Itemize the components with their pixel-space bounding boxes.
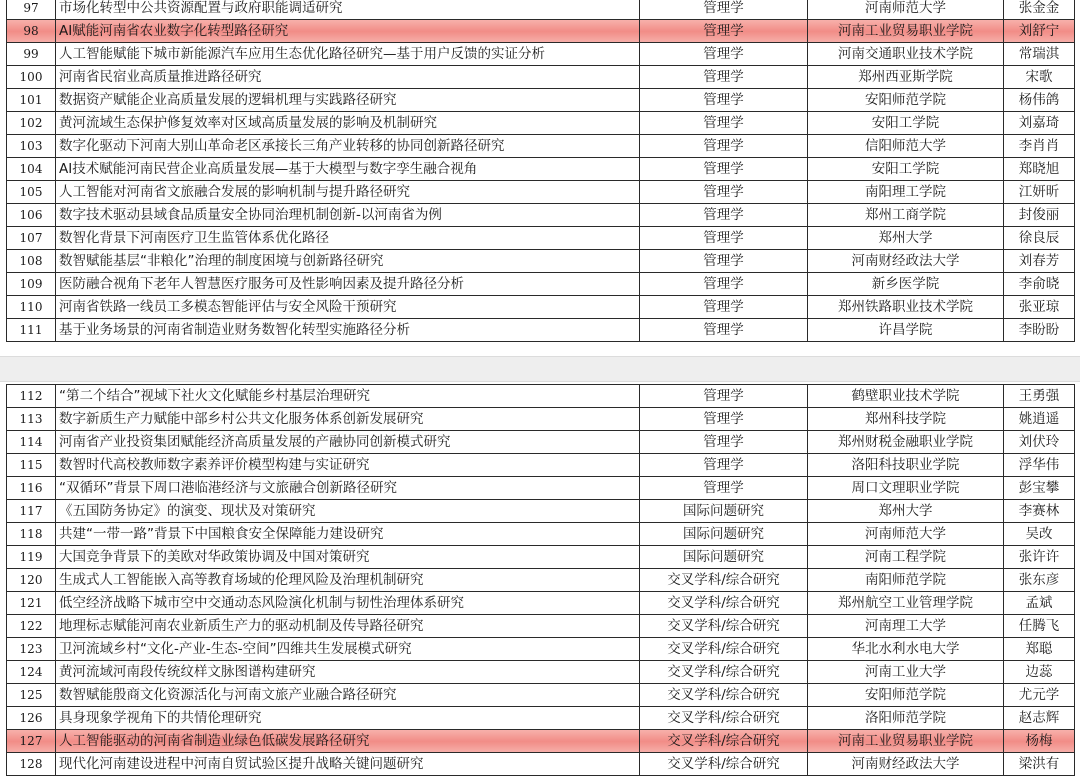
row-number: 104 <box>7 158 56 181</box>
table-row <box>7 707 1075 730</box>
institution-name: 安阳师范学院 <box>808 684 1004 707</box>
row-number: 122 <box>7 615 56 638</box>
applicant-name: 边蕊 <box>1004 661 1075 684</box>
row-number: 98 <box>7 20 56 43</box>
institution-name: 河南财经政法大学 <box>808 753 1004 776</box>
institution-name: 河南师范大学 <box>808 0 1004 20</box>
applicant-name: 张东彦 <box>1004 569 1075 592</box>
project-title: 数智赋能基层“非粮化”治理的制度困境与创新路径研究 <box>56 250 640 273</box>
project-title: 数智化背景下河南医疗卫生监管体系优化路径 <box>56 227 640 250</box>
row-number: 114 <box>7 431 56 454</box>
project-title: 数字新质生产力赋能中部乡村公共文化服务体系创新发展研究 <box>56 408 640 431</box>
subject-category: 管理学 <box>640 43 808 66</box>
table-row <box>7 477 1075 500</box>
row-number: 112 <box>7 385 56 408</box>
table-row <box>7 158 1075 181</box>
institution-name: 安阳师范学院 <box>808 89 1004 112</box>
project-title: 人工智能对河南省文旅融合发展的影响机制与提升路径研究 <box>56 181 640 204</box>
applicant-name: 李肖肖 <box>1004 135 1075 158</box>
subject-category: 管理学 <box>640 250 808 273</box>
project-title: 《五国防务协定》的演变、现状及对策研究 <box>56 500 640 523</box>
row-number: 99 <box>7 43 56 66</box>
project-title: 人工智能驱动的河南省制造业绿色低碳发展路径研究 <box>56 730 640 753</box>
subject-category: 国际问题研究 <box>640 523 808 546</box>
project-table-bottom <box>6 384 1075 776</box>
applicant-name: 常瑞淇 <box>1004 43 1075 66</box>
project-title: 基于业务场景的河南省制造业财务数智化转型实施路径分析 <box>56 319 640 342</box>
row-number: 97 <box>7 0 56 20</box>
subject-category: 管理学 <box>640 319 808 342</box>
row-number: 105 <box>7 181 56 204</box>
table-row <box>7 296 1075 319</box>
row-number: 101 <box>7 89 56 112</box>
project-title: 大国竞争背景下的美欧对华政策协调及中国对策研究 <box>56 546 640 569</box>
table-row <box>7 112 1075 135</box>
table-row <box>7 431 1075 454</box>
project-title: 现代化河南建设进程中河南自贸试验区提升战略关键问题研究 <box>56 753 640 776</box>
applicant-name: 封俊丽 <box>1004 204 1075 227</box>
subject-category: 管理学 <box>640 296 808 319</box>
applicant-name: 杨梅 <box>1004 730 1075 753</box>
project-title: 地理标志赋能河南农业新质生产力的驱动机制及传导路径研究 <box>56 615 640 638</box>
applicant-name: 江妍昕 <box>1004 181 1075 204</box>
row-number: 126 <box>7 707 56 730</box>
institution-name: 郑州科技学院 <box>808 408 1004 431</box>
subject-category: 管理学 <box>640 227 808 250</box>
subject-category: 管理学 <box>640 431 808 454</box>
subject-category: 国际问题研究 <box>640 500 808 523</box>
institution-name: 周口文理职业学院 <box>808 477 1004 500</box>
row-number: 109 <box>7 273 56 296</box>
row-number: 127 <box>7 730 56 753</box>
subject-category: 管理学 <box>640 385 808 408</box>
applicant-name: 梁洪有 <box>1004 753 1075 776</box>
project-title: 数智赋能殷商文化资源活化与河南文旅产业融合路径研究 <box>56 684 640 707</box>
row-number: 113 <box>7 408 56 431</box>
table-row <box>7 684 1075 707</box>
applicant-name: 孟斌 <box>1004 592 1075 615</box>
subject-category: 管理学 <box>640 135 808 158</box>
institution-name: 河南财经政法大学 <box>808 250 1004 273</box>
project-title: 医防融合视角下老年人智慧医疗服务可及性影响因素及提升路径分析 <box>56 273 640 296</box>
subject-category: 管理学 <box>640 20 808 43</box>
project-title: 卫河流域乡村“文化-产业-生态-空间”四维共生发展模式研究 <box>56 638 640 661</box>
row-number: 118 <box>7 523 56 546</box>
applicant-name: 赵志辉 <box>1004 707 1075 730</box>
project-title: 数字技术驱动县域食品质量安全协同治理机制创新-以河南省为例 <box>56 204 640 227</box>
row-number: 107 <box>7 227 56 250</box>
table-row <box>7 43 1075 66</box>
project-title: 数字化驱动下河南大别山革命老区承接长三角产业转移的协同创新路径研究 <box>56 135 640 158</box>
applicant-name: 刘嘉琦 <box>1004 112 1075 135</box>
institution-name: 郑州大学 <box>808 227 1004 250</box>
applicant-name: 吴改 <box>1004 523 1075 546</box>
table-row <box>7 273 1075 296</box>
applicant-name: 郑聪 <box>1004 638 1075 661</box>
table-body-top <box>7 0 1075 342</box>
subject-category: 交叉学科/综合研究 <box>640 684 808 707</box>
table-row <box>7 227 1075 250</box>
table-row-highlighted <box>7 730 1075 753</box>
institution-name: 信阳师范大学 <box>808 135 1004 158</box>
row-number: 108 <box>7 250 56 273</box>
project-title: 数智时代高校教师数字素养评价模型构建与实证研究 <box>56 454 640 477</box>
institution-name: 洛阳师范学院 <box>808 707 1004 730</box>
project-title: 河南省民宿业高质量推进路径研究 <box>56 66 640 89</box>
project-title: 共建“一带一路”背景下中国粮食安全保障能力建设研究 <box>56 523 640 546</box>
row-number: 116 <box>7 477 56 500</box>
project-title: 黄河流域河南段传统纹样文脉图谱构建研究 <box>56 661 640 684</box>
applicant-name: 彭宝攀 <box>1004 477 1075 500</box>
table-row <box>7 181 1075 204</box>
subject-category: 交叉学科/综合研究 <box>640 638 808 661</box>
institution-name: 郑州工商学院 <box>808 204 1004 227</box>
subject-category: 交叉学科/综合研究 <box>640 753 808 776</box>
applicant-name: 张许许 <box>1004 546 1075 569</box>
row-number: 111 <box>7 319 56 342</box>
project-title: 生成式人工智能嵌入高等教育场域的伦理风险及治理机制研究 <box>56 569 640 592</box>
institution-name: 河南工业贸易职业学院 <box>808 730 1004 753</box>
project-title: “第二个结合”视域下社火文化赋能乡村基层治理研究 <box>56 385 640 408</box>
table-row <box>7 319 1075 342</box>
applicant-name: 李赛林 <box>1004 500 1075 523</box>
applicant-name: 郑晓旭 <box>1004 158 1075 181</box>
institution-name: 河南交通职业技术学院 <box>808 43 1004 66</box>
subject-category: 交叉学科/综合研究 <box>640 707 808 730</box>
institution-name: 河南师范大学 <box>808 523 1004 546</box>
row-number: 125 <box>7 684 56 707</box>
project-title: 市场化转型中公共资源配置与政府职能调适研究 <box>56 0 640 20</box>
table-row <box>7 753 1075 776</box>
institution-name: 许昌学院 <box>808 319 1004 342</box>
table-row <box>7 454 1075 477</box>
institution-name: 河南工程学院 <box>808 546 1004 569</box>
table-row <box>7 569 1075 592</box>
table-row <box>7 0 1075 20</box>
subject-category: 管理学 <box>640 273 808 296</box>
applicant-name: 任腾飞 <box>1004 615 1075 638</box>
subject-category: 管理学 <box>640 112 808 135</box>
table-row <box>7 135 1075 158</box>
applicant-name: 浮华伟 <box>1004 454 1075 477</box>
table-row <box>7 546 1075 569</box>
project-title: 黄河流域生态保护修复效率对区域高质量发展的影响及机制研究 <box>56 112 640 135</box>
subject-category: 管理学 <box>640 158 808 181</box>
row-number: 115 <box>7 454 56 477</box>
subject-category: 交叉学科/综合研究 <box>640 661 808 684</box>
row-number: 110 <box>7 296 56 319</box>
institution-name: 安阳工学院 <box>808 112 1004 135</box>
subject-category: 管理学 <box>640 454 808 477</box>
institution-name: 河南理工大学 <box>808 615 1004 638</box>
applicant-name: 张金金 <box>1004 0 1075 20</box>
table-row <box>7 66 1075 89</box>
table-row <box>7 638 1075 661</box>
applicant-name: 宋歌 <box>1004 66 1075 89</box>
row-number: 128 <box>7 753 56 776</box>
page-break-gap <box>0 356 1080 382</box>
institution-name: 华北水利水电大学 <box>808 638 1004 661</box>
institution-name: 河南工业大学 <box>808 661 1004 684</box>
table-row <box>7 250 1075 273</box>
applicant-name: 刘舒宁 <box>1004 20 1075 43</box>
project-title: 河南省产业投资集团赋能经济高质量发展的产融协同创新模式研究 <box>56 431 640 454</box>
institution-name: 郑州财税金融职业学院 <box>808 431 1004 454</box>
applicant-name: 尤元学 <box>1004 684 1075 707</box>
row-number: 102 <box>7 112 56 135</box>
institution-name: 安阳工学院 <box>808 158 1004 181</box>
applicant-name: 王勇强 <box>1004 385 1075 408</box>
applicant-name: 张亚琼 <box>1004 296 1075 319</box>
applicant-name: 徐良辰 <box>1004 227 1075 250</box>
project-table-top <box>6 0 1075 342</box>
row-number: 100 <box>7 66 56 89</box>
applicant-name: 刘春芳 <box>1004 250 1075 273</box>
subject-category: 管理学 <box>640 181 808 204</box>
subject-category: 管理学 <box>640 66 808 89</box>
institution-name: 南阳师范学院 <box>808 569 1004 592</box>
project-title: 人工智能赋能下城市新能源汽车应用生态优化路径研究—基于用户反馈的实证分析 <box>56 43 640 66</box>
table-row <box>7 500 1075 523</box>
subject-category: 交叉学科/综合研究 <box>640 569 808 592</box>
applicant-name: 李俞晓 <box>1004 273 1075 296</box>
institution-name: 新乡医学院 <box>808 273 1004 296</box>
project-title: 低空经济战略下城市空中交通动态风险演化机制与韧性治理体系研究 <box>56 592 640 615</box>
row-number: 103 <box>7 135 56 158</box>
applicant-name: 姚逍遥 <box>1004 408 1075 431</box>
table-row <box>7 592 1075 615</box>
project-title: “双循环”背景下周口港临港经济与文旅融合创新路径研究 <box>56 477 640 500</box>
project-title: AI赋能河南省农业数字化转型路径研究 <box>56 20 640 43</box>
institution-name: 河南工业贸易职业学院 <box>808 20 1004 43</box>
subject-category: 交叉学科/综合研究 <box>640 592 808 615</box>
subject-category: 交叉学科/综合研究 <box>640 615 808 638</box>
row-number: 117 <box>7 500 56 523</box>
institution-name: 郑州航空工业管理学院 <box>808 592 1004 615</box>
row-number: 121 <box>7 592 56 615</box>
table-row <box>7 615 1075 638</box>
subject-category: 管理学 <box>640 408 808 431</box>
row-number: 124 <box>7 661 56 684</box>
table-row <box>7 204 1075 227</box>
subject-category: 国际问题研究 <box>640 546 808 569</box>
project-title: 河南省铁路一线员工多模态智能评估与安全风险干预研究 <box>56 296 640 319</box>
subject-category: 管理学 <box>640 477 808 500</box>
subject-category: 交叉学科/综合研究 <box>640 730 808 753</box>
institution-name: 郑州西亚斯学院 <box>808 66 1004 89</box>
table-row-highlighted <box>7 20 1075 43</box>
applicant-name: 李盼盼 <box>1004 319 1075 342</box>
row-number: 119 <box>7 546 56 569</box>
applicant-name: 杨伟鸽 <box>1004 89 1075 112</box>
institution-name: 郑州铁路职业技术学院 <box>808 296 1004 319</box>
table-row <box>7 89 1075 112</box>
subject-category: 管理学 <box>640 204 808 227</box>
applicant-name: 刘伏玲 <box>1004 431 1075 454</box>
project-title: 数据资产赋能企业高质量发展的逻辑机理与实践路径研究 <box>56 89 640 112</box>
table-body-bottom <box>7 385 1075 776</box>
table-row <box>7 385 1075 408</box>
subject-category: 管理学 <box>640 0 808 20</box>
row-number: 106 <box>7 204 56 227</box>
institution-name: 郑州大学 <box>808 500 1004 523</box>
row-number: 123 <box>7 638 56 661</box>
institution-name: 鹤壁职业技术学院 <box>808 385 1004 408</box>
project-title: 具身现象学视角下的共情伦理研究 <box>56 707 640 730</box>
institution-name: 洛阳科技职业学院 <box>808 454 1004 477</box>
table-row <box>7 523 1075 546</box>
project-title: AI技术赋能河南民营企业高质量发展—基于大模型与数字孪生融合视角 <box>56 158 640 181</box>
table-row <box>7 408 1075 431</box>
institution-name: 南阳理工学院 <box>808 181 1004 204</box>
subject-category: 管理学 <box>640 89 808 112</box>
row-number: 120 <box>7 569 56 592</box>
table-row <box>7 661 1075 684</box>
